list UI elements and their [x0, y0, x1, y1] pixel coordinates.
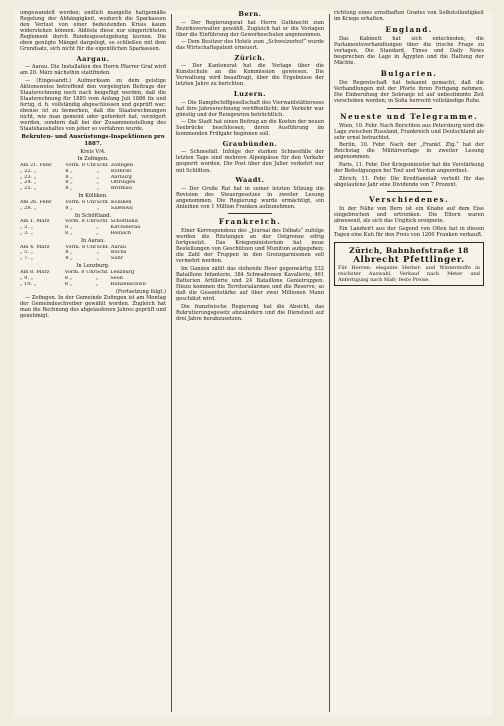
- schedule-place: In Lenzburg.: [76, 263, 110, 270]
- table-cell: Rothrist: [110, 168, 132, 174]
- table-cell: 8 „: [64, 231, 73, 237]
- table-cell: Am 4. März: [20, 244, 50, 250]
- schedule-group: [20, 263, 166, 287]
- table-cell: Vorm. 8 Uhr: [65, 199, 97, 205]
- table-cell: Schf.: [96, 244, 110, 250]
- article-paragraph: — Der Große Rat hat in seiner letzten Sitzung die Revision des Steuergesetzes in zweiter Lesung angenommen. Die Regierung wurde ermächtigt, ein Anleihen von 1 Million Franken aufzunehmen.: [176, 185, 324, 210]
- table-cell: Suhr: [110, 256, 124, 262]
- table-cell: „ 25. „: [20, 186, 37, 192]
- table-cell: Am 21. Febr.: [20, 162, 53, 168]
- table-cell: „: [96, 225, 99, 231]
- table-cell: 8 „: [65, 205, 73, 211]
- article-paragraph: — Die Dampfschiffgesellschaft des Vierwaldstättersees hat ihre Jahresrechnung veröffentlicht; der Verkehr war günstig und der Reingewinn beträchtlich.: [176, 99, 324, 118]
- section-heading-aargau: Aargau.: [76, 54, 110, 63]
- article-paragraph: richtung eines ernsthaften Grades von Selbstständigkeit im Kriege erhalten.: [334, 10, 484, 23]
- table-cell: Kölliken: [110, 199, 132, 205]
- ad-address: Zürich, Bahnhofstraße 18: [349, 245, 469, 255]
- column-rule: [329, 14, 330, 712]
- table-cell: „: [96, 231, 99, 237]
- advertisement-box: [334, 242, 484, 286]
- article-paragraph: Im Ganzen zählt das stehende Heer gegenwärtig 532 Bataillone Infanterie, 384 Schwadronen Kavallerie, 461 Batterien Artillerie und 24 Bataillone Genietruppen. Hiezu kommen die Territorialarmee und die Reserve, so daß die Gesamtstärke auf über zwei Millionen Mann geschätzt wird.: [176, 265, 324, 302]
- article-paragraph: Die Regentschaft hat bekannt gemacht, daß die Verhandlungen mit der Pforte ihren Fortgang nehmen. Die Einberufung der Sobranje ist auf unbestimmte Zeit verschoben worden; in Sofia herrscht vollständige Ruhe.: [334, 80, 484, 105]
- table-cell: Kirchleerau: [110, 225, 141, 231]
- table-cell: Oftringen: [110, 180, 136, 186]
- table-cell: „ 9. „: [20, 275, 34, 281]
- table-cell: „: [96, 205, 100, 211]
- article-paragraph: — Der Kantonsrat hat die Vorlage über die Kunstschule an die Kommission gewiesen. Die Verwaltung wird beauftragt, über die Ergebnisse der letzten Jahre zu berichten.: [176, 63, 324, 88]
- table-cell: Am 1. März: [20, 219, 50, 225]
- section-heading-england: England.: [385, 25, 433, 35]
- article-paragraph: — Zofingen. In der Gemeinde Zofingen ist am Montag der Gemeindeschreiber gewählt worden. Zugleich hat man die Rechnung des abgelaufenen Jahres geprüft und genehmigt.: [20, 295, 166, 320]
- table-cell: „: [96, 180, 99, 186]
- separator-rule: [387, 108, 432, 109]
- table-cell: „: [96, 186, 99, 192]
- table-cell: Aarau: [110, 244, 127, 250]
- table-cell: Schöftland: [110, 219, 138, 225]
- table-cell: Schf.: [95, 269, 109, 275]
- article-paragraph: Einer Korrespondenz des „Journal des Débats“ zufolge werden die Rüstungen an der Ostgrenze eifrig fortgesetzt. Das Kriegsministerium hat neue Bestellungen von Geschützen und Munition aufgegeben; die Zahl der Truppen in den Grenzgarnisonen soll vermehrt werden.: [176, 227, 324, 264]
- table-cell: Aarburg: [110, 174, 132, 180]
- article-paragraph: umgewandelt werden; endlich mangelte haltgemäße Regelung der Abhängigkeit, wodurch die Sparkassen den Verlust von einer bedeutenden Krisis kaum widerstehen können. Ablöste diese nur eingerichteten Reglement durch Bundesgesetzgebung kurzen. Die eben genügte Mängel dargelegt, so schließen mit dem Grundsatz, sich nicht für die eigentlichen Sparkassen.: [20, 10, 166, 53]
- table-cell: „ 2. „: [20, 225, 34, 231]
- table-cell: Am 26. Febr.: [20, 199, 53, 205]
- table-cell: „: [95, 275, 99, 281]
- table-cell: „ 3. „: [20, 231, 34, 237]
- table-cell: 8 „: [65, 186, 73, 192]
- table-cell: 8 „: [65, 180, 73, 186]
- table-cell: Schf.: [96, 219, 109, 225]
- table-cell: 8 „: [65, 174, 73, 180]
- article-paragraph: Paris, 11. Febr. Der Kriegsminister hat die Verstärkung der Befestigungen bei Toul und Verdun angeordnet.: [334, 161, 484, 175]
- article-paragraph: In der Nähe von Bern ist ein Knabe auf dem Eise eingebrochen und ertrunken. Die Eltern waren abwesend, als sich das Unglück ereignete.: [334, 205, 484, 224]
- section-heading-verschiedenes: Verschiedenes.: [369, 194, 449, 204]
- schedule-table: [20, 270, 166, 288]
- table-cell: Schf.: [96, 199, 110, 205]
- table-cell: Vorm. 8 Uhr: [64, 269, 96, 275]
- table-cell: 8 „: [65, 250, 73, 256]
- schedule-place: In Zofingen.: [77, 156, 109, 163]
- table-cell: „ 5. „: [20, 250, 34, 256]
- table-cell: Lenzburg: [110, 269, 135, 275]
- column-2: [176, 10, 324, 716]
- newspaper-page: [14, 10, 492, 716]
- article-paragraph: — Die Stadt hat einen Beitrag an die Kosten der neuen Seebrücke beschlossen, deren Ausführung im kommenden Frühjahr beginnen soll.: [176, 119, 324, 138]
- schedule-table: [20, 219, 166, 237]
- table-cell: 8 „: [65, 256, 73, 262]
- table-row: [20, 282, 166, 288]
- table-row: [20, 256, 166, 262]
- schedule-table: [20, 245, 166, 263]
- table-cell: 8 „: [64, 275, 73, 281]
- kreis-label: Kreis V/4.: [80, 149, 106, 156]
- table-cell: „ 24. „: [20, 180, 37, 186]
- table-row: [20, 206, 166, 212]
- table-cell: Am 8. März: [20, 269, 50, 275]
- table-cell: 8 „: [65, 168, 73, 174]
- schedule-table: [20, 200, 166, 212]
- table-cell: Buchs: [110, 250, 127, 256]
- article-paragraph: — Aarau. Die Installation des Herrn Pfarrer Graf wird am 20. März nächsthin stattfinden.: [20, 64, 166, 77]
- section-heading-luzern: Luzern.: [233, 90, 267, 99]
- table-cell: Reinach: [110, 231, 131, 237]
- table-row: [20, 231, 166, 237]
- schedule-table: [20, 163, 166, 193]
- schedule-place: In Aarau.: [81, 237, 105, 244]
- column-1: [20, 10, 166, 716]
- schedule-place: In Schöftland.: [74, 212, 112, 219]
- column-rule: [171, 14, 172, 712]
- section-heading-zurich: Zürich.: [234, 53, 266, 62]
- article-paragraph: — Schneefall. Infolge der starken Schneefälle der letzten Tage sind mehrere Alpenpässe für den Verkehr gesperrt worden. Die Post über den Julier verkehrt nur mit Schlitten.: [176, 149, 324, 174]
- table-cell: Safenwil: [110, 205, 133, 211]
- table-cell: „ 28. „: [20, 205, 37, 211]
- table-row: [20, 186, 166, 192]
- table-cell: „ 23. „: [20, 174, 37, 180]
- table-cell: Vorm. 8 Uhr: [64, 219, 97, 225]
- schedule-group: [20, 213, 166, 237]
- separator-rule: [387, 191, 432, 192]
- section-heading-waadt: Waadt.: [235, 176, 265, 185]
- table-cell: „: [96, 256, 100, 262]
- article-paragraph: Ein Landwirt aus der Gegend von Olten hat in diesen Tagen eine Kuh für den Preis von 1200 Franken verkauft.: [334, 225, 484, 238]
- table-cell: „ 22. „: [20, 168, 37, 174]
- column-3: [334, 10, 484, 716]
- table-cell: „: [95, 281, 99, 287]
- article-paragraph: Die französische Regierung hat die Absicht, das Rekrutierungsgesetz abzuändern und die Dienstzeit auf drei Jahre herabzusetzen.: [176, 303, 324, 322]
- table-cell: Zofingen: [110, 162, 134, 168]
- section-heading-bern: Bern.: [238, 10, 262, 18]
- separator-rule: [228, 213, 272, 214]
- table-cell: Hunzenschwil: [110, 281, 146, 287]
- table-cell: Brittnau: [110, 186, 132, 192]
- article-paragraph: Zürich, 11. Febr. Die Kreditanstalt verteilt für das abgelaufene Jahr eine Dividende von 7 Prozent.: [334, 175, 484, 188]
- table-cell: Schf.: [96, 162, 110, 168]
- table-cell: „: [96, 168, 99, 174]
- table-cell: „: [96, 250, 100, 256]
- schedule-group: [20, 156, 166, 192]
- table-cell: Vorm. 8 Uhr: [65, 162, 97, 168]
- section-heading-inspektionen: Rekruten- und Ausrüstungs-Inspektionen pro 1887.: [21, 134, 165, 148]
- section-heading-bulgarien: Bulgarien.: [380, 69, 438, 79]
- ad-name: Albrecht Pfettlinger.: [353, 254, 465, 265]
- article-paragraph: — Dem Besitzer des Hotels zum „Schweizerhof“ wurde das Wirtschaftspatent erneuert.: [176, 39, 324, 52]
- section-heading-neueste: Neueste und Telegramme.: [340, 111, 478, 121]
- section-heading-frankreich: Frankreich.: [218, 216, 282, 226]
- schedule-group: [20, 193, 166, 211]
- ad-text: Für Herren: elegante Herbst- und Winterstoffe in reichster Auswahl, Verkauf nach Meter und Anfertigung nach Maß; feste Preise.: [338, 264, 480, 283]
- article-paragraph: — Der Regierungsrat hat Herrn Gutknecht zum Bezirksverwalter gewählt. Zugleich hat er die Vorlagen über die Einführung der Gewerbeschulen angenommen.: [176, 19, 324, 38]
- table-cell: 8 „: [64, 281, 73, 287]
- table-cell: „ 10. „: [20, 281, 37, 287]
- table-cell: Seon: [110, 275, 123, 281]
- fortsetzung-note: (Fortsetzung folgt.): [115, 288, 166, 295]
- article-paragraph: — (Eingesandt.) Aufmerksam zu dem geistige Aktionsweise betreffend den vorgelegten Beitrags der Staatsrechnung noch nach beigefügt werden, daß die Staatsrechnung für 1885 vom Anfang Juli 1886 fix und fertig, d. h. vollständig abgeschlossen und geprüft war; ebenso ist zu bemerken, daß die Staatsrechnungen nicht, wie man gemeint oder gefordert hat, verzögert werden, sondern daß bei der Zusammenstellung des Staatshaushaltes von jeher so verfahren wurde.: [20, 78, 166, 133]
- section-heading-graubunden: Graubünden.: [222, 139, 278, 148]
- article-paragraph: Berlin, 10. Febr. Nach der „Frankf. Ztg.“ hat der Reichstag die Militärvorlage in zweiter Lesung angenommen.: [334, 142, 484, 161]
- table-cell: „ 7. „: [20, 256, 34, 262]
- schedule-place: In Kölliken.: [78, 193, 108, 200]
- article-paragraph: Das Kabinett hat sich entschieden, die Parlamentsverhandlungen über die irische Frage zu vertagen. Die Standard, Times und Daily News besprechen die Lage in Ägypten und die Haltung der Mächte.: [334, 36, 484, 67]
- table-cell: 8 „: [64, 225, 73, 231]
- article-paragraph: Wien, 10. Febr. Nach Berichten aus Petersburg wird die Lage zwischen Russland, Frankreich und Deutschland als sehr ernst betrachtet.: [334, 122, 484, 141]
- table-cell: „: [96, 174, 99, 180]
- table-cell: Vorm. 8 Uhr: [65, 244, 97, 250]
- schedule-group: [20, 238, 166, 262]
